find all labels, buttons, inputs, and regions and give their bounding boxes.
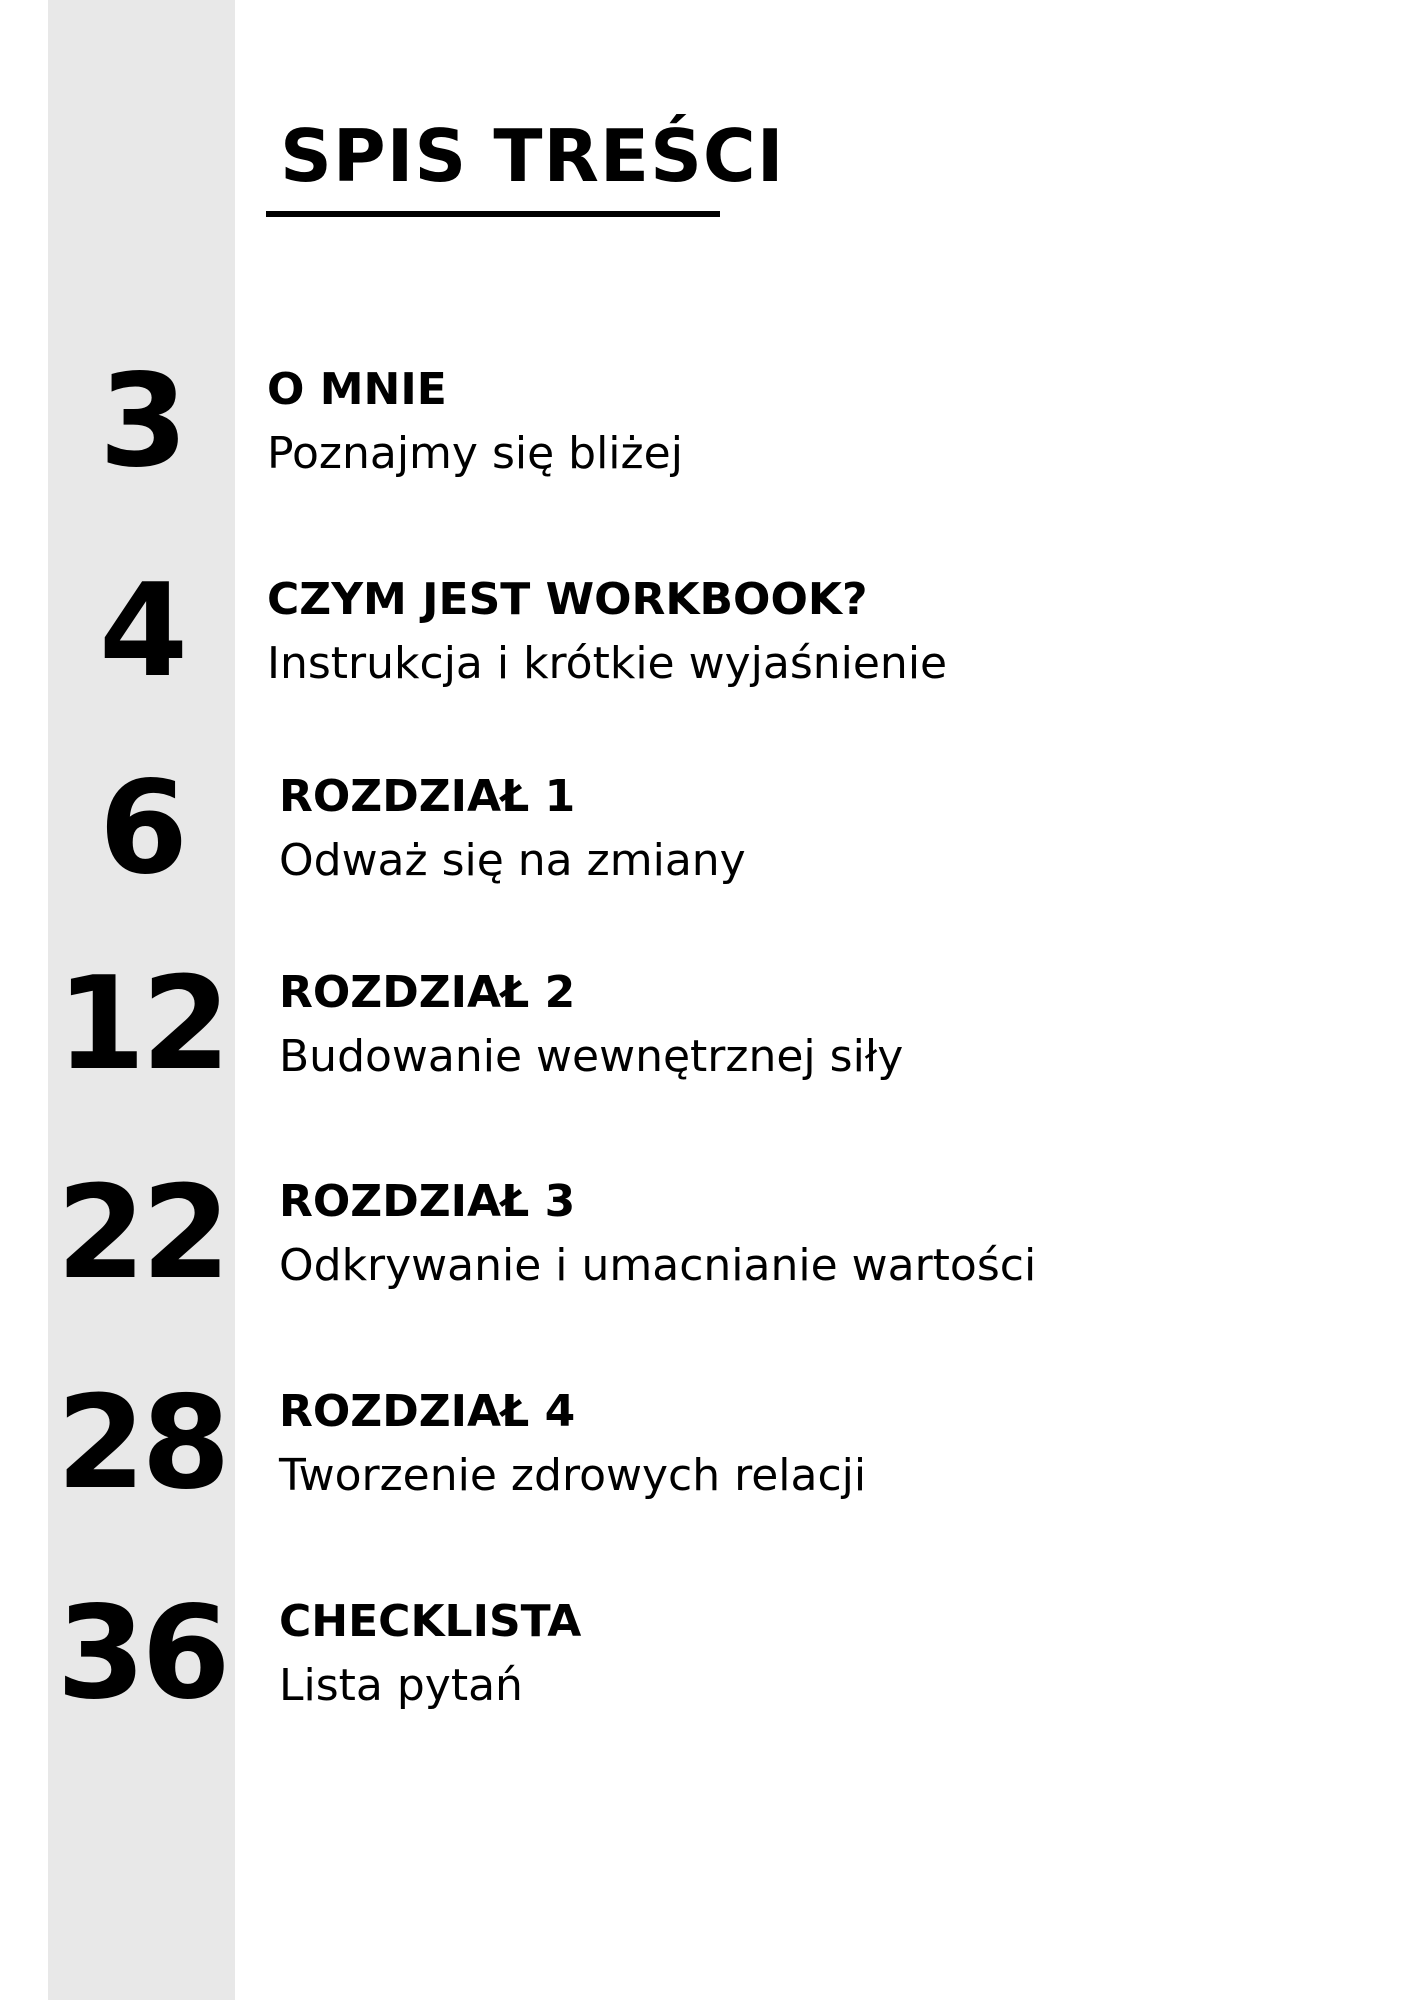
- entry-heading: ROZDZIAŁ 2: [279, 967, 576, 1018]
- entry-heading: ROZDZIAŁ 4: [279, 1386, 576, 1437]
- entry-subtitle: Odkrywanie i umacnianie wartości: [279, 1240, 1037, 1291]
- entry-subtitle: Instrukcja i krótkie wyjaśnienie: [267, 638, 948, 689]
- entry-subtitle: Tworzenie zdrowych relacji: [279, 1450, 867, 1501]
- entry-heading: O MNIE: [267, 364, 447, 415]
- entry-subtitle: Odważ się na zmiany: [279, 835, 746, 886]
- page-title: SPIS TREŚCI: [280, 114, 785, 198]
- page-number: 12: [56, 950, 227, 1099]
- entry-subtitle: Budowanie wewnętrznej siły: [279, 1031, 904, 1082]
- entry-heading: ROZDZIAŁ 1: [279, 771, 576, 822]
- entry-subtitle: Lista pytań: [279, 1660, 523, 1711]
- page-number: 3: [98, 347, 185, 496]
- title-underline: [266, 211, 720, 217]
- entry-heading: ROZDZIAŁ 3: [279, 1176, 576, 1227]
- entry-heading: CHECKLISTA: [279, 1596, 582, 1647]
- page-number: 22: [56, 1159, 227, 1308]
- page-number: 28: [56, 1369, 227, 1518]
- page-number: 36: [56, 1579, 227, 1728]
- entry-subtitle: Poznajmy się bliżej: [267, 428, 683, 479]
- entry-heading: CZYM JEST WORKBOOK?: [267, 574, 868, 625]
- page-number: 4: [98, 557, 185, 706]
- page-number: 6: [98, 754, 185, 903]
